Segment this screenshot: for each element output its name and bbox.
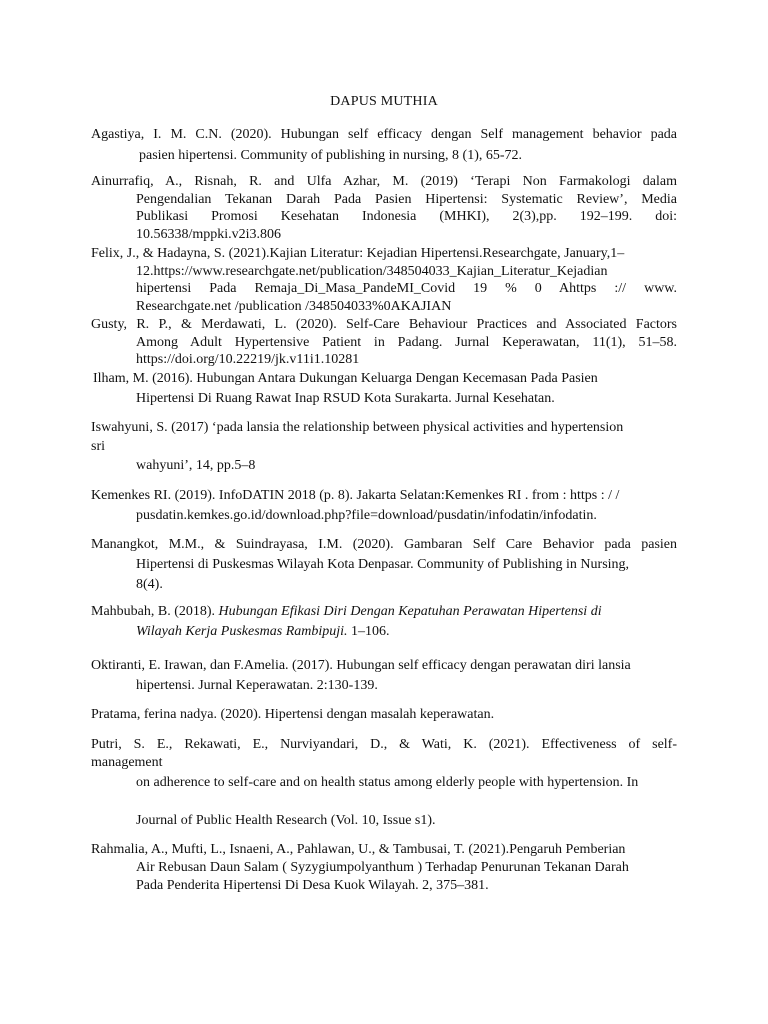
- reference-entry: [91, 602, 677, 642]
- reference-entry: [91, 173, 677, 243]
- reference-entry: [91, 656, 677, 696]
- reference-line: https://doi.org/10.22219/jk.v11i1.10281: [136, 352, 360, 367]
- reference-line: Ainurrafiq, A., Risnah, R. and Ulfa Azhar, M. (2019) ‘Terapi Non Farmakologi dalam: [91, 174, 677, 189]
- reference-title: Hubungan Efikasi Diri Dengan Kepatuhan Perawatan Hipertensi di: [218, 604, 602, 619]
- reference-entry: [91, 316, 677, 369]
- reference-entry: [91, 535, 677, 595]
- reference-line: on adherence to self-care and on health status among elderly people with hypertension. In: [136, 775, 639, 790]
- reference-line: Publikasi Promosi Kesehatan Indonesia (MHKI), 2(3),pp. 192–199. doi:: [136, 209, 677, 224]
- reference-line: Researchgate.net /publication /348504033%0AKAJIAN: [136, 298, 452, 314]
- reference-line: Manangkot, M.M., & Suindrayasa, I.M. (2020). Gambaran Self Care Behavior pada pasien: [91, 537, 677, 552]
- reference-line: hipertensi. Jurnal Keperawatan. 2:130-139.: [136, 678, 378, 693]
- reference-line: 12.https://www.researchgate.net/publication/348504033_Kajian_Literatur_Kejadian: [136, 263, 608, 279]
- reference-entry: [91, 736, 677, 830]
- reference-entry: [91, 124, 677, 166]
- reference-line: Rahmalia, A., Mufti, L., Isnaeni, A., Pahlawan, U., & Tambusai, T. (2021).Pengaruh Pemberian: [91, 842, 626, 857]
- reference-line: management: [91, 755, 163, 770]
- reference-entry: [91, 841, 677, 895]
- reference-line: Pada Penderita Hipertensi Di Desa Kuok Wilayah. 2, 375–381.: [136, 878, 489, 893]
- reference-line: Journal of Public Health Research (Vol. 10, Issue s1).: [136, 813, 436, 828]
- reference-entry: [91, 418, 677, 475]
- reference-line: 10.56338/mppki.v2i3.806: [136, 226, 282, 242]
- reference-line: Hipertensi di Puskesmas Wilayah Kota Denpasar. Community of Publishing in Nursing,: [136, 557, 630, 572]
- reference-pages: 1–106.: [347, 624, 390, 639]
- document-title: DAPUS MUTHIA: [330, 94, 438, 109]
- reference-line: Kemenkes RI. (2019). InfoDATIN 2018 (p. 8). Jakarta Selatan:Kemenkes RI . from : https : / /: [91, 488, 620, 503]
- reference-line: Gusty, R. P., & Merdawati, L. (2020). Self-Care Behaviour Practices and Associated Factors: [91, 317, 677, 332]
- reference-line: pusdatin.kemkes.go.id/download.php?file=download/pusdatin/infodatin/infodatin.: [136, 508, 597, 523]
- reference-line: Ilham, M. (2016). Hubungan Antara Dukungan Keluarga Dengan Kecemasan Pada Pasien: [93, 371, 598, 386]
- reference-line: Pengendalian Tekanan Darah Pada Pasien Hipertensi: Systematic Review’, Media: [136, 191, 677, 207]
- reference-line: Air Rebusan Daun Salam ( Syzygiumpolyanthum ) Terhadap Penurunan Tekanan Darah: [136, 860, 629, 875]
- reference-title: Wilayah Kerja Puskesmas Rambipuji.: [136, 624, 348, 639]
- reference-line: Pratama, ferina nadya. (2020). Hipertensi dengan masalah keperawatan.: [91, 707, 495, 722]
- reference-line: Iswahyuni, S. (2017) ‘pada lansia the relationship between physical activities and hypertension: [91, 420, 624, 435]
- reference-line: hipertensi Pada Remaja_Di_Masa_PandeMI_Covid 19 % 0 Ahttps :// www.: [136, 281, 677, 296]
- reference-line: wahyuni’, 14, pp.5–8: [136, 458, 256, 473]
- reference-line: Among Adult Hypertensive Patient in Padang. Jurnal Keperawatan, 11(1), 51–58.: [136, 334, 677, 350]
- reference-line: sri: [91, 439, 105, 454]
- reference-line: Hipertensi Di Ruang Rawat Inap RSUD Kota Surakarta. Jurnal Kesehatan.: [136, 391, 555, 406]
- reference-authors: Mahbubah, B. (2018).: [91, 604, 219, 619]
- reference-entry: [93, 369, 679, 409]
- reference-line: Putri, S. E., Rekawati, E., Nurviyandari, D., & Wati, K. (2021). Effectiveness of self-: [91, 737, 677, 752]
- reference-line: [91, 622, 677, 642]
- reference-line: pasien hipertensi. Community of publishing in nursing, 8 (1), 65-72.: [139, 148, 523, 163]
- reference-entry: [91, 245, 677, 315]
- reference-line: Agastiya, I. M. C.N. (2020). Hubungan self efficacy dengan Self management behavior pada: [91, 127, 677, 142]
- reference-line: 8(4).: [136, 577, 163, 592]
- reference-entry: [91, 706, 677, 723]
- reference-line: Oktiranti, E. Irawan, dan F.Amelia. (2017). Hubungan self efficacy dengan perawatan diri lansia: [91, 658, 631, 673]
- reference-line: [91, 602, 677, 622]
- reference-entry: [91, 486, 677, 526]
- reference-line: Felix, J., & Hadayna, S. (2021).Kajian Literatur: Kejadian Hipertensi.Researchgate, January,1–: [91, 246, 625, 261]
